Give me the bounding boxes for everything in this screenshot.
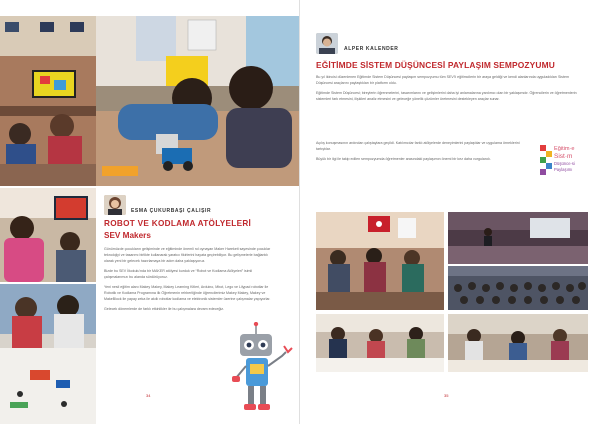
paragraph: Büyük bir ilgi ile takip edilen sempozyumda öğretmenler arasındaki paylaşımın önemi bir kez daha vurgulandı. [316, 157, 491, 161]
paragraph: Günümüzde çocukların gelişiminde ve eğitiminde önemli rol oynayan Maker Hareketi sayesinde çocuklar teknolojiyi ve tasarımı birlikte kullanarak yaratıcı fikirlerini hayata geçirebiliyor. Bu gelişmelerle bağlantılı olarak yeni bir gelecek hazırlamaya bir adım daha yaklaşıyoruz. [104, 247, 271, 263]
photo-workshop-table [316, 314, 444, 372]
author-name: ALPER KALENDER [344, 46, 399, 52]
photo-kids-computer [0, 188, 96, 282]
photo-symposium-audience [448, 266, 588, 310]
paragraph: Bu yıl ikincisi düzenlenen Eğitimde Sistem Düşüncesi paylaşım sempozyumu tüm SEV'li eğitimcilerin bir araya geldiği ve kendi alanlarında uyguladıkları Sistem Düşüncesi araçlarını paylaştıkları bir platform oldu. [316, 75, 569, 85]
paragraph: Gelecek dönemlerde de farklı etkinlikler ile bu çalışmalara devam edeceğiz. [104, 307, 225, 311]
robot-illustration [228, 322, 294, 414]
logo-line-4: Paylaşımı [554, 167, 573, 172]
paragraph: Bizde bu SEV İlkokulu'nda bir MAKER atölyesi kurduk ve “Robot ve Kodlama Atölyeleri” isimli çalışmalarımızı bu alanda sürdürüyoruz. [104, 269, 253, 279]
article-title: EĞİTİMDE SİSTEM DÜŞÜNCESİ PAYLAŞIM SEMPOZYUMU [316, 60, 555, 70]
author-avatar-esma [104, 195, 126, 215]
page-number: 34 [146, 393, 151, 398]
article-subtitle: SEV Makers [104, 231, 151, 240]
article-title: ROBOT VE KODLAMA ATÖLYELERİ [104, 219, 252, 228]
logo-line-2: Sist·m [554, 153, 573, 160]
event-logo [540, 141, 588, 183]
photo-workshop-students [448, 314, 588, 372]
photo-symposium-speaker [448, 212, 588, 264]
logo-line-3: Düşünce·si [554, 161, 575, 166]
logo-line-1: Eğitim·e [554, 146, 575, 152]
paragraph: Eğitimde Sistem Düşüncesi; bireylerin öğrenmelerini, tasarımlarını ve gelişimlerini daha iyi anlamalarına yardımcı olan bir yaklaşımdır. Öğrencilerin ve öğretmenlerin sistemleri fark etmesini, ilişkileri analiz etmesini ve geleceğe yönelik çözümler üretmesini destekleyen araçlar sunar. [316, 91, 577, 101]
paragraph: Açılış konuşmasının ardından çalıştaylara geçildi. Katılımcılar farklı atölyelerde deneyimlerini paylaştılar ve uygulama örneklerini tartıştılar. [316, 141, 520, 151]
paragraph: Yeni nesil eğitim alanı Makey Makey, Makey Learning Kitleri, Arduino, Mbot, Lego ve Lilypad robotlar ile Robotik ve Kodlama Programına ilk Öğretmenin rehberliğinde öğrencilerimiz Makey Makey, Makey ve MakeBlock ile yapay zeka ile akıllı robotlar kodlama ve elektronik sistemler üzerine çalışmalar yapıyorlar. [104, 285, 271, 301]
photo-students-classroom [0, 16, 96, 186]
article-body [316, 74, 586, 106]
article-body [104, 246, 274, 316]
photo-symposium-classroom [316, 212, 444, 310]
article-body-continued [316, 140, 526, 166]
right-page [300, 0, 600, 424]
page-number: 35 [444, 393, 449, 398]
author-name: ESMA ÇUKURBAŞI ÇALIŞIR [131, 208, 212, 214]
photo-kids-table [0, 284, 96, 424]
photo-students-robots [96, 16, 300, 186]
author-avatar-alper [316, 33, 338, 54]
